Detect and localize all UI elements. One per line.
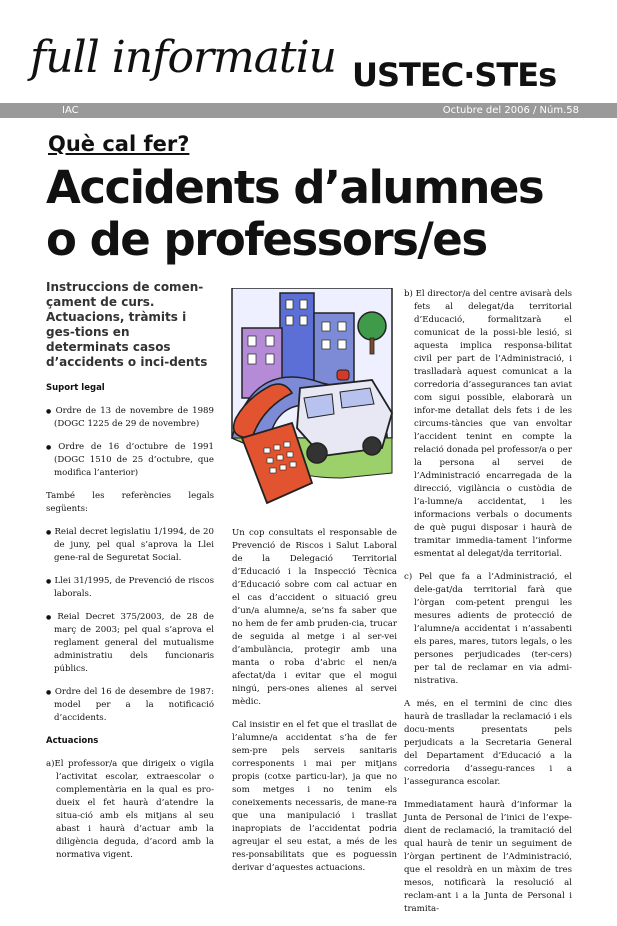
issue-label: Octubre del 2006 / Núm.58 bbox=[442, 105, 579, 116]
ambulance-illustration bbox=[222, 288, 400, 516]
headline-line-1: Accidents d’alumnes bbox=[46, 161, 544, 214]
actions-heading: Actuacions bbox=[46, 736, 99, 746]
headline-line-2: o de professors/es bbox=[46, 213, 487, 266]
law-item: ● Ordre de 16 d’octubre de 1991 (DOGC 1510 de 25 d’octubre, que modifica l’anterior) bbox=[46, 441, 214, 480]
law-item: ● Ordre de 13 de novembre de 1989 (DOGC 1225 de 29 de novembre) bbox=[46, 405, 214, 431]
paragraph: A més, en el termini de cinc dies haurà de traslladar la reclamació i els docu-ments presentats pels perjudicats a la Secretaria General del Departament d’Educació a la corredoria d’assegu-rances i a l’asseguranca escolar. bbox=[404, 699, 572, 787]
ref-item: ● Reial decret legislatiu 1/1994, de 20 de juny, pel qual s’aprova la Llei gene-ral de Seguretat Social. bbox=[46, 526, 214, 565]
tree-icon bbox=[358, 312, 386, 340]
action-item-c: c) Pel que fa a l’Administració, el dele-gat/da territorial farà que l’òrgan com-petent prengui les mesures adients de protecció de l’alumne/a accidentat i n’assabenti els pares, mares, tutors legals, o les persones perjudicades (ter-cers) per tal de reclamar en via admi-nistrativa. bbox=[404, 572, 572, 686]
headline bbox=[46, 162, 586, 266]
illustration-svg bbox=[222, 288, 400, 516]
intro-text: Instruccions de comen-çament de curs. Actuacions, tràmits i ges-tions en determinats casos d’accidents o inci-dents bbox=[46, 280, 208, 369]
paragraph: Un cop consultats el responsable de Prevenció de Riscos i Salut Laboral de la Delegació Territorial d’Educació i la Inspecció Tècnica d’Educació sobre com cal actuar en el cas d’accident o situació greu d’un/a alumne/a, se’ns fa saber que no hem de fer amb pruden-cia, trucar de seguida al metge i al ser-vei d’ambulància, protegir amb una manta o roba d’abric el nen/a afectat/da i evitar que el mogui ningú, pers-ones alienes al servei mèdic. bbox=[232, 528, 397, 707]
column-1 bbox=[46, 280, 214, 872]
paragraph: Cal insistir en el fet que el trasllat de l’alumne/a accidentat s’ha de fer sem-pre pels serveis sanitaris corresponents i mai per mitjans propis (cotxe particu-lar), ja que no som metges i no tenim els coneixements necessaris, de mane-ra que una manipulació i trasllat inapropiats de l’accidentat podria agreujar el seu estat, a més de les res-ponsabilitats que es poguessin derivar d’aquestes actuacions. bbox=[232, 720, 397, 873]
legal-support-heading: Suport legal bbox=[46, 383, 105, 393]
column-3 bbox=[404, 288, 572, 926]
ref-item: ● Ordre del 16 de desembre de 1987: model per a la notificació d’accidents. bbox=[46, 686, 214, 725]
brand-logo: USTEC·STEs bbox=[352, 56, 557, 94]
column-2 bbox=[232, 527, 397, 885]
ref-item: ● Reial Decret 375/2003, de 28 de març de 2003; pel qual s’aprova el reglament general del mutualisme administratiu dels funcionaris públics. bbox=[46, 611, 214, 676]
ref-item: ● Llei 31/1995, de Prevenció de riscos laborals. bbox=[46, 575, 214, 601]
paragraph: Immediatament haurà d’informar la Junta de Personal de l’inici de l’expe-dient de reclamació, la tramitació del qual haurà de tenir un seguiment de l’òrgan pertinent de l’Administració, que el resoldrà en un màxim de tres mesos, notificarà la resolució al reclam-ant i a la Junta de Personal i tramita- bbox=[404, 800, 572, 914]
org-label: IAC bbox=[62, 105, 79, 116]
action-item-b: b) El director/a del centre avisarà dels fets al delegat/da territorial d’Educació, formalitzarà el comunicat de la possi-ble lesió, si aquesta implica responsa-bilitat civil per part de l’Administració, i traslladarà aquest comunicat a la corredoria d’assegurances tan aviat com sigui possible, elaborarà un infor-me detallat dels fets i de les circums-tàncies que van envoltar l’accident tenint en compte la relació donada pel professor/a o per la persona al servei de l’Administració encarregada de la direcció, vigilància o custòdia de l’a-lumne/a accidentat, i les informacions verbals o documents de què pugui disposar i haurà de tramitar immedia-tament l’informe esmentat al delegat/da territorial. bbox=[404, 289, 572, 559]
kicker: Què cal fer? bbox=[48, 132, 190, 156]
action-item-a: a)El professor/a que dirigeix o vigila l’activitat escolar, extraescolar o complementària en la qual es pro-dueix el fet haurà d’atendre la situa-ció amb els mitjans al seu abast i haurà d’actuar amb la diligència deguda, d’acord amb la normativa vigent. bbox=[46, 759, 214, 860]
refs-intro: També les referències legals següents: bbox=[46, 491, 214, 514]
masthead-title: full informatiu bbox=[30, 32, 337, 83]
building-icon bbox=[280, 293, 314, 383]
